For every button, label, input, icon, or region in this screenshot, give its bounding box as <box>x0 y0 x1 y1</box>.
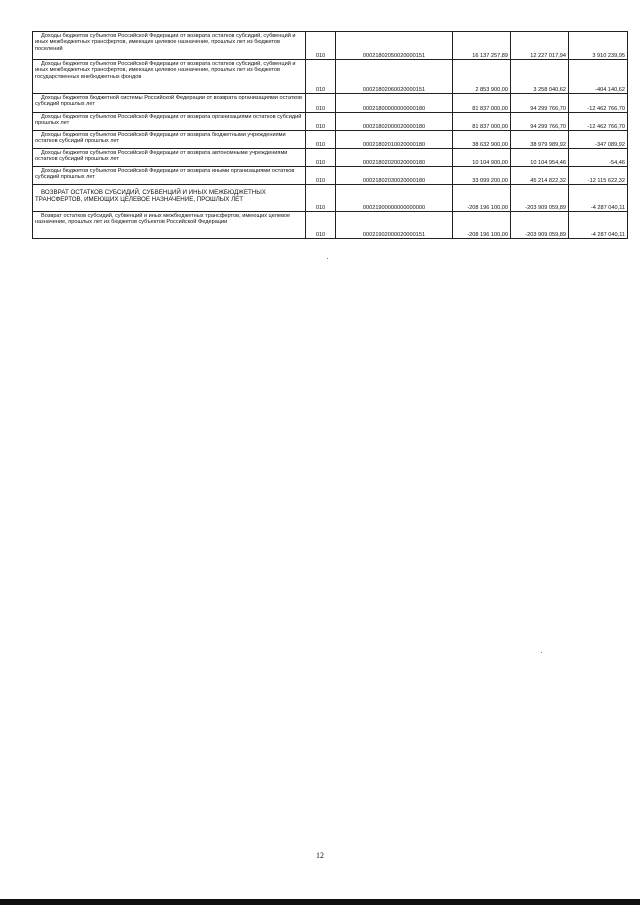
table-row <box>33 167 628 185</box>
table-row <box>33 131 628 149</box>
row-diff-cell: 3 910 239,95 <box>569 32 628 60</box>
row-name-cell: ВОЗВРАТ ОСТАТКОВ СУБСИДИЙ, СУБВЕНЦИЙ И ИНЫХ МЕЖБЮДЖЕТНЫХ ТРАНСФЕРТОВ, ИМЕЮЩИХ ЦЕЛЕВОЕ НАЗНАЧЕНИЕ, ПРОШЛЫХ ЛЕТ <box>33 185 306 212</box>
row-code-cell: 010 <box>306 113 336 131</box>
row-code-cell: 010 <box>306 94 336 113</box>
row-diff-cell: -4 287 040,11 <box>569 212 628 239</box>
row-name-cell: Доходы бюджетов субъектов Российской Федерации от возврата организациями остатков субсидий прошлых лет <box>33 113 306 131</box>
scan-speck <box>541 652 542 653</box>
row-plan-cell: 33 099 200,00 <box>453 167 511 185</box>
row-actual-cell: 38 979 989,92 <box>511 131 569 149</box>
row-kbk-cell: 00021802030020000180 <box>336 167 453 185</box>
row-actual-cell: 94 299 766,70 <box>511 113 569 131</box>
row-actual-cell: 10 104 954,46 <box>511 149 569 167</box>
row-name-cell: Доходы бюджетов субъектов Российской Федерации от возврата автономными учреждениями остатков субсидий прошлых лет <box>33 149 306 167</box>
row-actual-cell: -203 909 059,89 <box>511 212 569 239</box>
row-plan-cell: 81 837 000,00 <box>453 94 511 113</box>
row-kbk-cell: 00021900000000000000 <box>336 185 453 212</box>
scan-bottom-edge <box>0 899 640 905</box>
row-diff-cell: -54,46 <box>569 149 628 167</box>
row-code-cell: 010 <box>306 167 336 185</box>
table-row <box>33 60 628 94</box>
row-diff-cell: -12 115 622,32 <box>569 167 628 185</box>
row-diff-cell: -12 462 766,70 <box>569 113 628 131</box>
row-kbk-cell: 00021802010020000180 <box>336 131 453 149</box>
page-number: 12 <box>316 851 324 860</box>
row-code-cell: 010 <box>306 149 336 167</box>
row-name-cell: Доходы бюджетов субъектов Российской Федерации от возврата бюджетными учреждениями остатков субсидий прошлых лет <box>33 131 306 149</box>
row-kbk-cell: 00021802050020000151 <box>336 32 453 60</box>
row-actual-cell: 45 214 822,32 <box>511 167 569 185</box>
row-actual-cell: -203 909 059,89 <box>511 185 569 212</box>
row-plan-cell: -208 196 100,00 <box>453 185 511 212</box>
row-kbk-cell: 00021802000020000180 <box>336 113 453 131</box>
row-diff-cell: -12 462 766,70 <box>569 94 628 113</box>
row-kbk-cell: 00021802060020000151 <box>336 60 453 94</box>
table-row <box>33 212 628 239</box>
budget-table <box>32 31 628 239</box>
row-plan-cell: 38 632 900,00 <box>453 131 511 149</box>
row-diff-cell: -347 089,92 <box>569 131 628 149</box>
row-name-cell: Доходы бюджетов субъектов Российской Федерации от возврата остатков субсидий, субвенций и иных межбюджетных трансфертов, имеющих целевое назначение, прошлых лет из бюджетов поселений <box>33 32 306 60</box>
row-name-cell: Доходы бюджетов бюджетной системы Российской Федерации от возврата организациями остатков субсидий прошлых лет <box>33 94 306 113</box>
row-diff-cell: -404 140,62 <box>569 60 628 94</box>
row-name-cell: Доходы бюджетов субъектов Российской Федерации от возврата иными организациями остатков субсидий прошлых лет <box>33 167 306 185</box>
table-row <box>33 32 628 60</box>
row-name-cell: Возврат остатков субсидий, субвенций и иных межбюджетных трансфертов, имеющих целевое назначение, прошлых лет из бюджетов субъектов Российской Федерации <box>33 212 306 239</box>
row-actual-cell: 94 299 766,70 <box>511 94 569 113</box>
table-row <box>33 94 628 113</box>
table-row <box>33 149 628 167</box>
row-code-cell: 010 <box>306 185 336 212</box>
row-actual-cell: 12 227 017,94 <box>511 32 569 60</box>
row-plan-cell: 10 104 900,00 <box>453 149 511 167</box>
scan-speck <box>327 258 328 259</box>
table-row-section <box>33 185 628 212</box>
row-kbk-cell: 00021902000020000151 <box>336 212 453 239</box>
row-plan-cell: 81 837 000,00 <box>453 113 511 131</box>
row-plan-cell: 16 137 257,89 <box>453 32 511 60</box>
row-code-cell: 010 <box>306 131 336 149</box>
row-plan-cell: 2 853 900,00 <box>453 60 511 94</box>
row-diff-cell: -4 287 040,11 <box>569 185 628 212</box>
row-actual-cell: 3 258 040,62 <box>511 60 569 94</box>
row-code-cell: 010 <box>306 212 336 239</box>
row-name-cell: Доходы бюджетов субъектов Российской Федерации от возврата остатков субсидий, субвенций и иных межбюджетных трансфертов, имеющих целевое назначение, прошлых лет из бюджетов государственных внебюджетных фондов <box>33 60 306 94</box>
row-kbk-cell: 00021802020020000180 <box>336 149 453 167</box>
row-plan-cell: -208 196 100,00 <box>453 212 511 239</box>
table-row <box>33 113 628 131</box>
row-code-cell: 010 <box>306 32 336 60</box>
row-kbk-cell: 00021800000000000180 <box>336 94 453 113</box>
row-code-cell: 010 <box>306 60 336 94</box>
